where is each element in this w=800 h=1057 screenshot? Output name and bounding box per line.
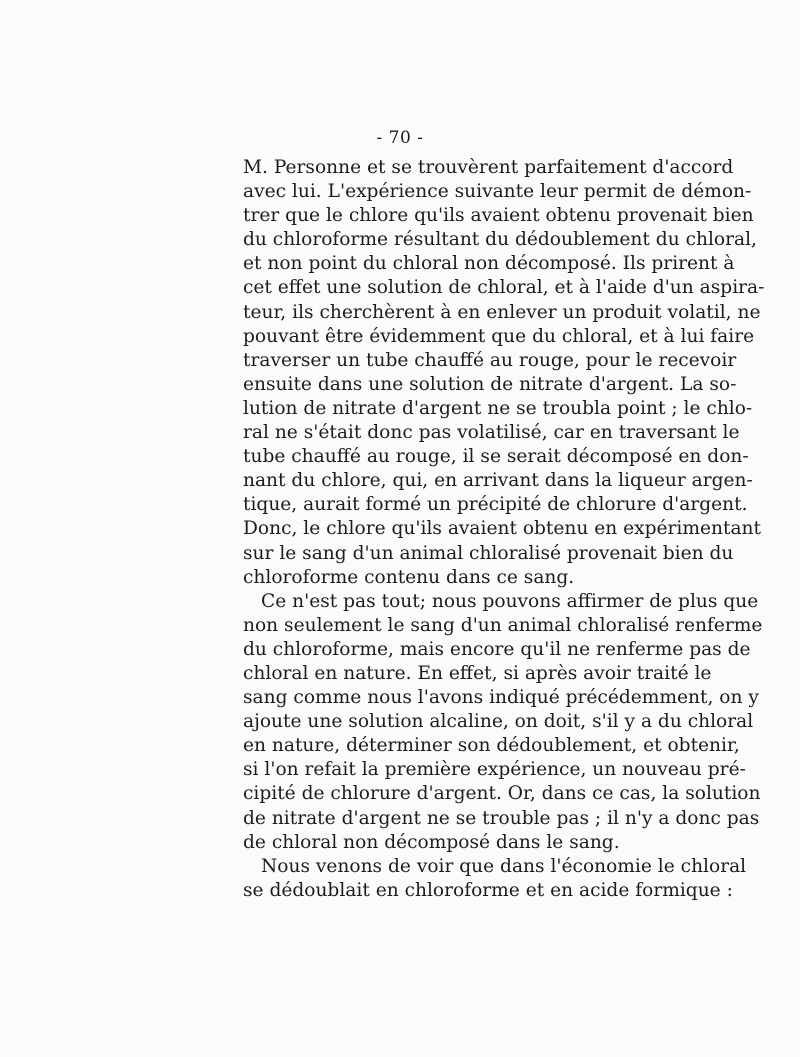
text-line: Ce n'est pas tout; nous pouvons affirmer de plus que (261, 590, 759, 612)
text-line: avec lui. L'expérience suivante leur permit de démon- (243, 181, 752, 203)
text-line: du chloroforme, mais encore qu'il ne renferme pas de (243, 638, 751, 660)
text-line: non seulement le sang d'un animal chloralisé renferme (243, 614, 763, 636)
text-line: ensuite dans une solution de nitrate d'argent. La so- (243, 373, 737, 395)
text-line: sur le sang d'un animal chloralisé provenait bien du (243, 542, 734, 564)
text-line: cet effet une solution de chloral, et à l'aide d'un aspira- (243, 277, 765, 299)
text-line: Donc, le chlore qu'ils avaient obtenu en expérimentant (243, 518, 761, 540)
text-line: sang comme nous l'avons indiqué précédemment, on y (243, 687, 759, 709)
text-line: si l'on refait la première expérience, un nouveau pré- (243, 759, 746, 781)
page-number: - 70 - (376, 128, 424, 148)
text-line: nant du chlore, qui, en arrivant dans la liqueur argen- (243, 470, 753, 492)
text-line: du chloroforme résultant du dédoublement du chloral, (243, 229, 757, 251)
text-line: tique, aurait formé un précipité de chlorure d'argent. (243, 494, 748, 516)
text-line: trer que le chlore qu'ils avaient obtenu provenait bien (243, 205, 754, 227)
text-line: de chloral non décomposé dans le sang. (243, 831, 620, 853)
text-line: ajoute une solution alcaline, on doit, s'il y a du chloral (243, 711, 754, 733)
text-line: en nature, déterminer son dédoublement, et obtenir, (243, 735, 740, 757)
text-line: de nitrate d'argent ne se trouble pas ; il n'y a donc pas (243, 807, 760, 829)
text-line: cipité de chlorure d'argent. Or, dans ce cas, la solution (243, 783, 761, 805)
text-line: se dédoublait en chloroforme et en acide formique : (243, 879, 733, 901)
text-line: M. Personne et se trouvèrent parfaitement d'accord (243, 157, 734, 178)
text-line: tube chauffé au rouge, il se serait décomposé en don- (243, 446, 749, 468)
text-line: teur, ils cherchèrent à en enlever un produit volatil, ne (243, 301, 761, 323)
text-line: et non point du chloral non décomposé. Ils prirent à (243, 253, 735, 275)
text-line: Nous venons de voir que dans l'économie le chloral (261, 855, 747, 877)
text-line: chloroforme contenu dans ce sang. (243, 566, 575, 588)
text-line: ral ne s'était donc pas volatilisé, car en traversant le (243, 422, 740, 444)
text-line: lution de nitrate d'argent ne se troubla point ; le chlo- (243, 397, 753, 419)
text-line: chloral en nature. En effet, si après avoir traité le (243, 662, 712, 684)
text-line: traverser un tube chauffé au rouge, pour le recevoir (243, 349, 737, 371)
body-text (243, 156, 765, 903)
text-line: pouvant être évidemment que du chloral, et à lui faire (243, 325, 755, 347)
